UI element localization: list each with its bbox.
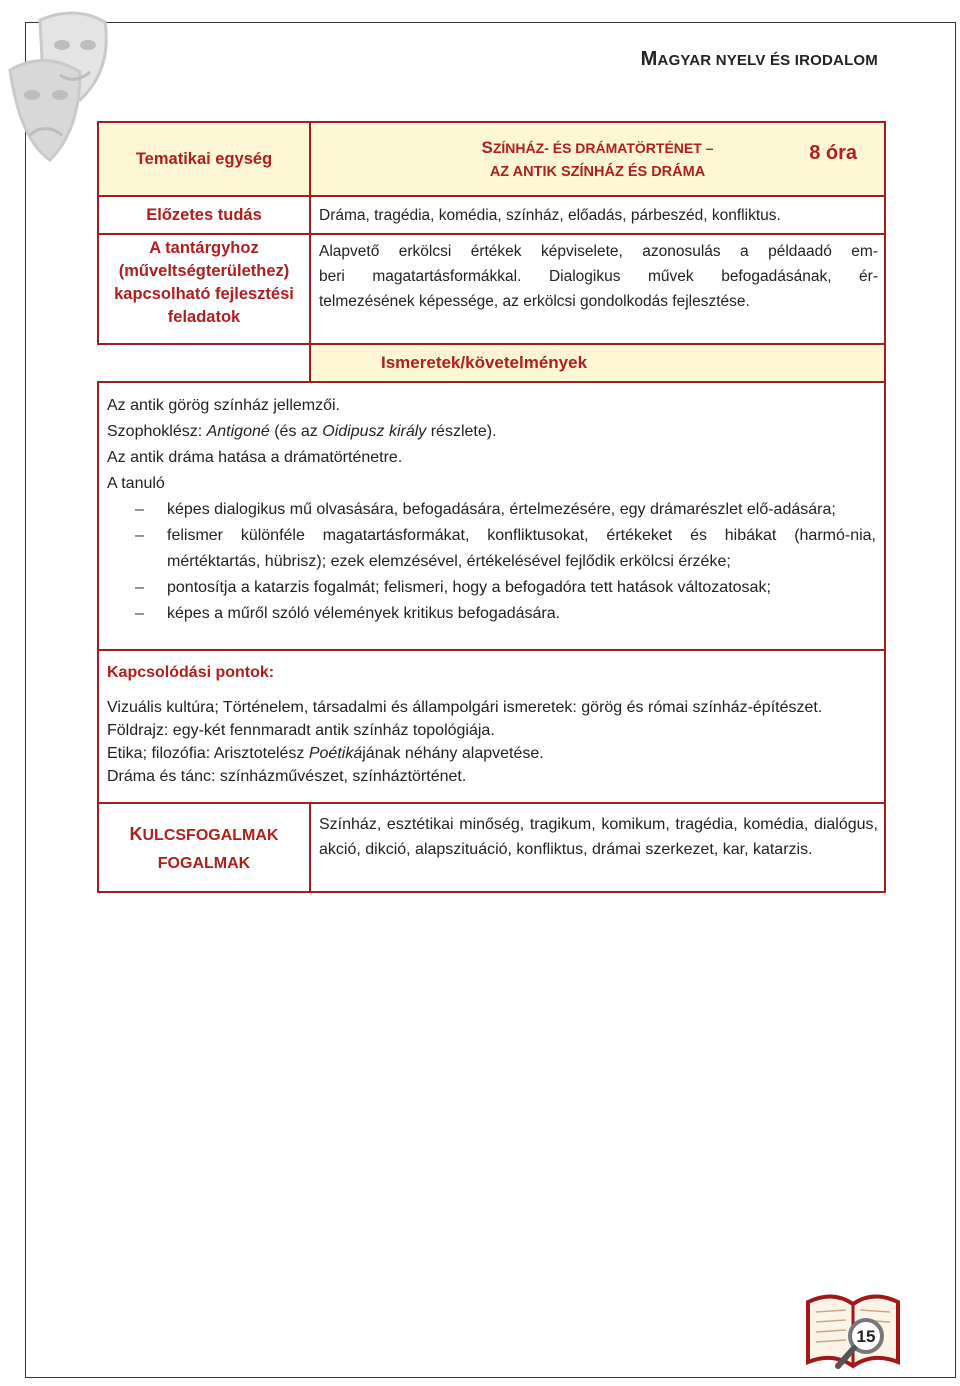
book-magnifier-icon bbox=[798, 1282, 908, 1374]
keywords-row bbox=[98, 803, 885, 892]
theme-label: Tematikai egység bbox=[98, 122, 310, 196]
hours-label: 8 óra bbox=[809, 142, 857, 164]
connections-title: Kapcsolódási pontok: bbox=[107, 664, 275, 681]
list-item: – képes dialogikus mű olvasására, befogadására, értelmezésére, egy drámarészlet elő-adására; bbox=[167, 497, 876, 523]
theme-row bbox=[98, 122, 885, 196]
goals-label: A tantárgyhoz (műveltségterülethez) kapcsolható fejlesztési feladatok bbox=[98, 234, 310, 344]
list-item: – képes a műről szóló vélemények kritikus befogadására. bbox=[167, 601, 876, 627]
prior-knowledge-row bbox=[98, 196, 885, 234]
requirements-heading: Ismeretek/követelmények bbox=[310, 344, 885, 382]
list-item: – felismer különféle magatartásformákat, konfliktusokat, értékeket és hibákat (harmó-nia, mértéktartás, hübrisz); ezek elemzésével, értékelésével fejlődik erkölcsi érzéke; bbox=[167, 523, 876, 575]
keywords-text: Színház, esztétikai minőség, tragikum, komikum, tragédia, komédia, dialógus, akció, dikció, alapszituáció, konfliktus, drámai szerkezet, kar, katarzis. bbox=[310, 803, 885, 892]
connections-body: Kapcsolódási pontok: Vizuális kultúra; Történelem, társadalmi és állampolgári ismeretek: görög és római színház-építészet. Földrajz: egy-két fennmaradt antik színház topológiája. Etika; filozófia: Arisztotelész Poétikájának néhány alapvetése. Dráma és tánc: színházművészet, színháztörténet. bbox=[98, 650, 885, 803]
theme-title-line1: SZÍNHÁZ- ÉS DRÁMATÖRTÉNET – bbox=[481, 138, 714, 157]
connections-row bbox=[98, 650, 885, 803]
requirements-row bbox=[98, 382, 885, 650]
list-item: – pontosítja a katarzis fogalmát; felismeri, hogy a befogadóra tett hatások változatosak; bbox=[167, 575, 876, 601]
subject-title: MAGYAR NYELV ÉS IRODALOM bbox=[640, 48, 878, 70]
requirements-heading-row bbox=[98, 344, 885, 382]
curriculum-table bbox=[97, 121, 886, 893]
prior-label: Előzetes tudás bbox=[98, 196, 310, 234]
requirements-body: Az antik görög színház jellemzői. Szophoklész: Antigoné (és az Oidipusz király részlete). Az antik dráma hatása a drámatörténetre. A tanuló – képes dialogikus mű olvasására, befogadására, értelmezésére, egy drámarészlet elő-adására; – felismer különféle magatartásformákat, konfliktusokat, értékeket és hibákat (harmó-nia, mértéktartás, hübrisz); ezek elemzésével, értékelésével fejlődik erkölcsi érzéke; – pontosítja a katarzis fogalmát; felismeri, hogy a befogadóra tett hatások változatosak; – képes a műről szóló vélemények kritikus befogadására. bbox=[98, 382, 885, 650]
theme-title-cell bbox=[310, 122, 885, 196]
competency-list bbox=[107, 497, 876, 627]
prior-text: Dráma, tragédia, komédia, színház, előadás, párbeszéd, konfliktus. bbox=[310, 196, 885, 234]
goals-text: Alapvető erkölcsi értékek képviselete, azonosulás a példaadó em- beri magatartásformákkal. Dialogikus művek befogadásának, ér- telmezésének képessége, az erkölcsi gondolkodás fejlesztése. bbox=[310, 234, 885, 344]
goals-row bbox=[98, 234, 885, 344]
theme-title-line2: AZ ANTIK SZÍNHÁZ ÉS DRÁMA bbox=[489, 164, 706, 180]
keywords-label: KULCSFOGALMAK FOGALMAK bbox=[98, 803, 310, 892]
page-number: 15 bbox=[856, 1327, 876, 1346]
